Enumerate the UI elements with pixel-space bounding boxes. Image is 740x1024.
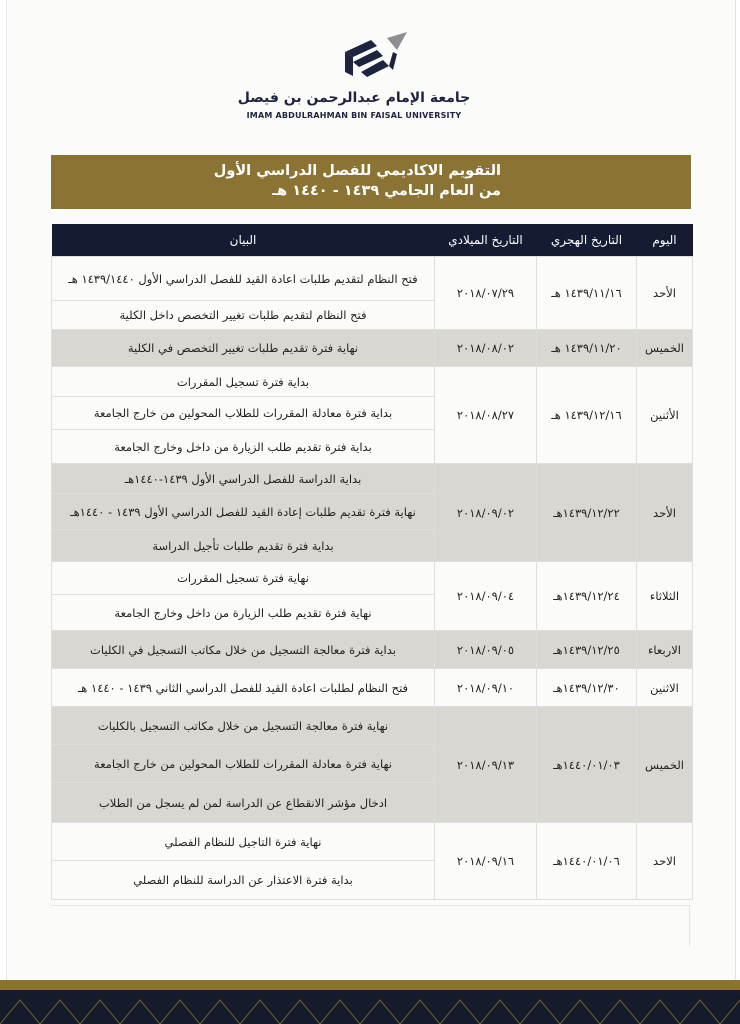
day-cell: الأثنين [637, 367, 693, 464]
statement-cell: بداية فترة الاعتذار عن الدراسة للنظام الفصلي [52, 861, 435, 900]
statement-cell: ادخال مؤشر الانقطاع عن الدراسة لمن لم يسجل من الطلاب [52, 783, 435, 823]
statement-cell: فتح النظام لتقديم طلبات تغيير التخصص داخل الكلية [52, 301, 435, 330]
university-name-english: IMAM ABDULRAHMAN BIN FAISAL UNIVERSITY [246, 111, 462, 120]
table-row [52, 330, 693, 367]
statement-cell: فتح النظام لتقديم طلبات اعادة القيد للفصل الدراسي الأول ١٤٣٩/١٤٤٠ هـ [52, 257, 435, 301]
gregorian-date-cell: ٢٠١٨/٠٨/٢٧ [435, 367, 537, 464]
table-row [52, 823, 693, 861]
university-name-arabic: جامعة الإمام عبدالرحمن بن فيصل [237, 90, 471, 106]
gregorian-date-cell: ٢٠١٨/٠٩/١٠ [435, 669, 537, 707]
statement-cell: نهاية فترة التاجيل للنظام الفصلي [52, 823, 435, 861]
statement-cell: بداية الدراسة للفصل الدراسي الأول ١٤٣٩-١٤٤٠هـ [52, 464, 435, 494]
day-cell: الأحد [637, 257, 693, 330]
title-line-2: من العام الجامي ١٤٣٩ - ١٤٤٠ هـ [272, 183, 501, 199]
gregorian-date-cell: ٢٠١٨/٠٩/١٣ [435, 707, 537, 823]
day-cell: الأحد [637, 464, 693, 562]
table-row [52, 367, 693, 397]
day-cell: الاربعاء [637, 631, 693, 669]
table-bottom-divider [51, 905, 691, 906]
day-cell: الاثنين [637, 669, 693, 707]
table-side-rule [689, 905, 690, 947]
day-cell: الاحد [637, 823, 693, 900]
table-row [52, 707, 693, 745]
statement-cell: بداية فترة معالجة التسجيل من خلال مكاتب التسجيل في الكليات [52, 631, 435, 669]
table-row [52, 562, 693, 595]
day-cell: الخميس [637, 707, 693, 823]
table-header-row [52, 224, 693, 257]
hijri-date-cell: ١٤٣٩/١٢/٢٤هـ [537, 562, 637, 631]
statement-cell: نهاية فترة معالجة التسجيل من خلال مكاتب التسجيل بالكليات [52, 707, 435, 745]
title-banner [51, 155, 691, 209]
statement-cell: بداية فترة معادلة المقررات للطلاب المحولين من خارج الجامعة [52, 397, 435, 430]
statement-cell: نهاية فترة تقديم طلب الزيارة من داخل وخارج الجامعة [52, 595, 435, 631]
statement-cell: بداية فترة تقديم طلبات تأجيل الدراسة [52, 530, 435, 562]
gregorian-date-cell: ٢٠١٨/٠٩/٠٤ [435, 562, 537, 631]
footer-pattern [0, 990, 740, 1024]
academic-calendar-table [51, 224, 693, 900]
statement-cell: بداية فترة تسجيل المقررات [52, 367, 435, 397]
university-emblem-icon [337, 32, 409, 86]
hijri-date-cell: ١٤٣٩/١١/٢٠ هـ [537, 330, 637, 367]
statement-cell: نهاية فترة تقديم طلبات تغيير التخصص في الكلية [52, 330, 435, 367]
table-row [52, 669, 693, 707]
gregorian-date-cell: ٢٠١٨/٠٩/٠٥ [435, 631, 537, 669]
hijri-date-cell: ١٤٤٠/٠١/٠٦هـ [537, 823, 637, 900]
table-body [52, 257, 693, 900]
gregorian-date-cell: ٢٠١٨/٠٨/٠٢ [435, 330, 537, 367]
university-logo [7, 28, 735, 128]
gregorian-date-cell: ٢٠١٨/٠٩/١٦ [435, 823, 537, 900]
statement-cell: نهاية فترة تسجيل المقررات [52, 562, 435, 595]
gregorian-date-cell: ٢٠١٨/٠٧/٢٩ [435, 257, 537, 330]
statement-cell: فتح النظام لطلبات اعادة القيد للفصل الدراسي الثاني ١٤٣٩ - ١٤٤٠ هـ [52, 669, 435, 707]
header-day: اليوم [637, 224, 693, 257]
statement-cell: نهاية فترة تقديم طلبات إعادة القيد للفصل الدراسي الأول ١٤٣٩ - ١٤٤٠هـ [52, 494, 435, 530]
gregorian-date-cell: ٢٠١٨/٠٩/٠٢ [435, 464, 537, 562]
statement-cell: نهاية فترة معادلة المقررات للطلاب المحولين من خارج الجامعة [52, 745, 435, 783]
hijri-date-cell: ١٤٤٠/٠١/٠٣هـ [537, 707, 637, 823]
table-row [52, 464, 693, 494]
table-row [52, 631, 693, 669]
header-hijri-date: التاريخ الهجري [537, 224, 637, 257]
page-footer-band [0, 980, 740, 1024]
hijri-date-cell: ١٤٣٩/١١/١٦ هـ [537, 257, 637, 330]
hijri-date-cell: ١٤٣٩/١٢/٢٥هـ [537, 631, 637, 669]
hijri-date-cell: ١٤٣٩/١٢/٣٠هـ [537, 669, 637, 707]
title-line-1: التقويم الاكاديمي للفصل الدراسي الأول [213, 163, 501, 179]
hijri-date-cell: ١٤٣٩/١٢/١٦ هـ [537, 367, 637, 464]
footer-gold-stripe [0, 980, 740, 990]
document-page [6, 0, 736, 1024]
statement-cell: بداية فترة تقديم طلب الزيارة من داخل وخارج الجامعة [52, 430, 435, 464]
header-statement: البيان [52, 224, 435, 257]
header-gregorian-date: التاريخ الميلادي [435, 224, 537, 257]
day-cell: الخميس [637, 330, 693, 367]
hijri-date-cell: ١٤٣٩/١٢/٢٢هـ [537, 464, 637, 562]
day-cell: الثلاثاء [637, 562, 693, 631]
table-row [52, 257, 693, 301]
